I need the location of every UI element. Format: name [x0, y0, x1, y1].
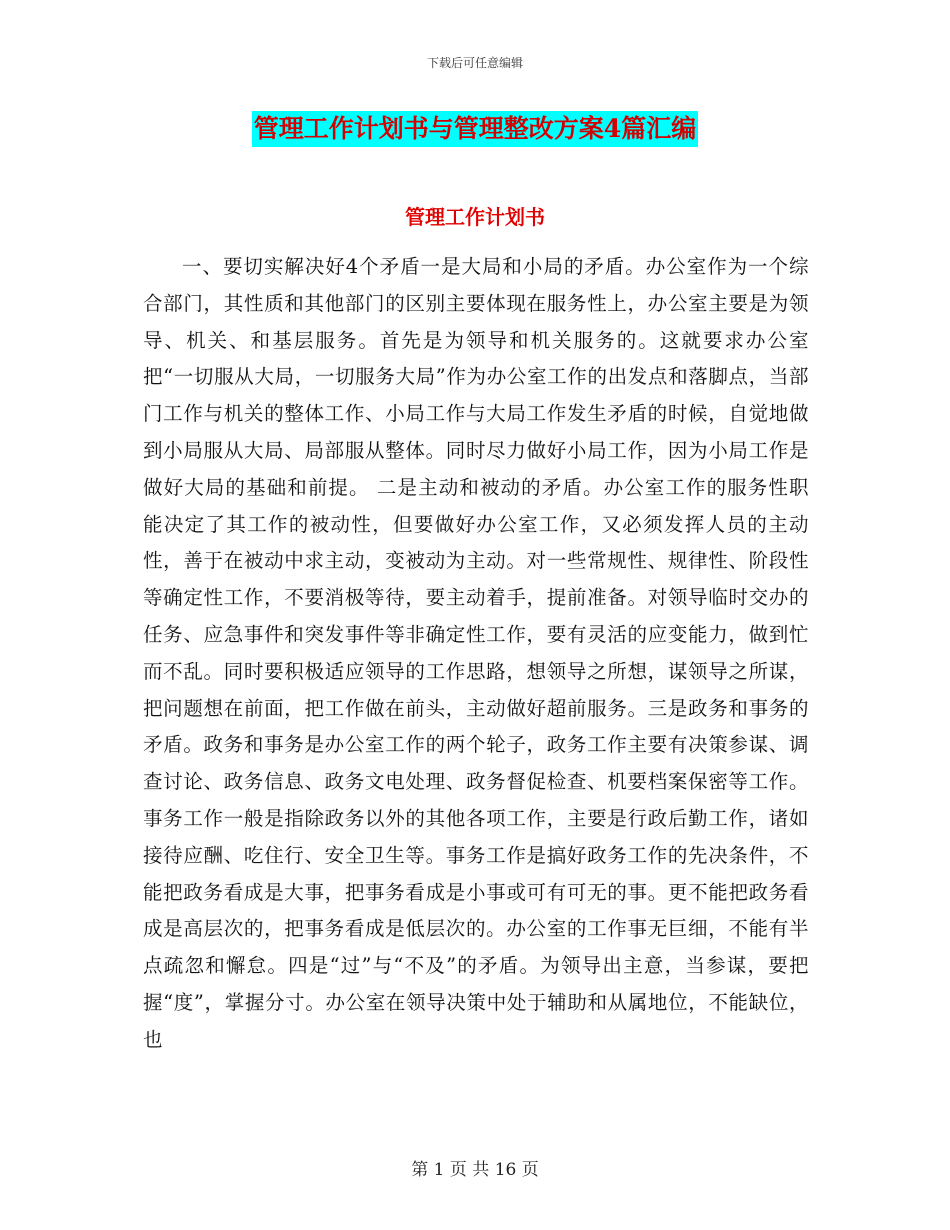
download-note: 下载后可任意编辑 — [426, 56, 523, 70]
section-title: 管理工作计划书 — [405, 205, 545, 229]
main-title: 管理工作计划书与管理整改方案4篇汇编 — [252, 111, 698, 147]
page-number: 第 1 页 共 16 页 — [411, 1160, 539, 1180]
main-title-container — [0, 111, 950, 147]
body-paragraph: 一、要切实解决好4个矛盾一是大局和小局的矛盾。办公室作为一个综合部门，其性质和其他部门的区别主要体现在服务性上，办公室主要是为领导、机关、和基层服务。首先是为领导和机关服务的。这就要求办公室把“一切服从大局，一切服务大局”作为办公室工作的出发点和落脚点，当部门工作与机关的整体工作、小局工作与大局工作发生矛盾的时候，自觉地做到小局服从大局、局部服从整体。同时尽力做好小局工作，因为小局工作是做好大局的基础和前提。 二是主动和被动的矛盾。办公室工作的服务性职能决定了其工作的被动性，但要做好办公室工作，又必须发挥人员的主动性，善于在被动中求主动，变被动为主动。对一些常规性、规律性、阶段性等确定性工作，不要消极等待，要主动着手，提前准备。对领导临时交办的任务、应急事件和突发事件等非确定性工作，要有灵活的应变能力，做到忙而不乱。同时要积极适应领导的工作思路，想领导之所想，谋领导之所谋，把问题想在前面，把工作做在前头，主动做好超前服务。三是政务和事务的矛盾。政务和事务是办公室工作的两个轮子，政务工作主要有决策参谋、调查讨论、政务信息、政务文电处理、政务督促检查、机要档案保密等工作。事务工作一般是指除政务以外的其他各项工作，主要是行政后勤工作，诸如接待应酬、吃住行、安全卫生等。事务工作是搞好政务工作的先决条件，不能把政务看成是大事，把事务看成是小事或可有可无的事。更不能把政务看成是高层次的，把事务看成是低层次的。办公室的工作事无巨细，不能有半点疏忽和懈怠。四是“过”与“不及”的矛盾。为领导出主意，当参谋，要把握“度”，掌握分寸。办公室在领导决策中处于辅助和从属地位，不能缺位，也 — [143, 255, 809, 1051]
